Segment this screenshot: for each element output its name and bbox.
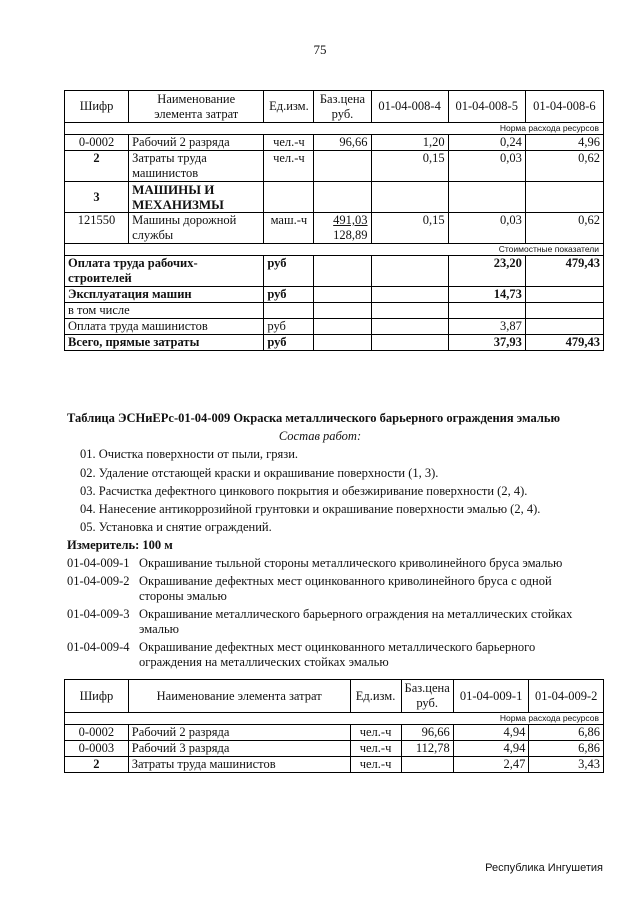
header-price: Баз.цена руб. <box>314 91 371 123</box>
cell-value: 0,62 <box>525 151 603 182</box>
cost-unit: руб <box>264 287 314 303</box>
section-title: Таблица ЭСНиЕРс-01-04-009 Окраска металлического барьерного ограждения эмалью <box>67 411 561 425</box>
item-text: Окрашивание дефектных мест оцинкованного металлического барьерного ограждения на металлических стойках эмалью <box>139 640 536 669</box>
cost-value <box>525 319 603 335</box>
header-col1: 01-04-008-4 <box>371 91 448 123</box>
cost-row <box>65 335 604 351</box>
cost-row <box>65 287 604 303</box>
cell-name: Рабочий 3 разряда <box>128 741 350 757</box>
table-row <box>65 741 604 757</box>
header-code: Шифр <box>65 91 129 123</box>
header-col2: 01-04-008-5 <box>448 91 525 123</box>
cost-unit: руб <box>264 335 314 351</box>
cell-unit: чел.-ч <box>350 757 401 773</box>
cell-price: 491,03 <box>333 213 368 227</box>
cell-price-secondary: 128,89 <box>333 228 368 242</box>
cost-unit: руб <box>264 256 314 287</box>
table-row <box>65 213 604 244</box>
cell-value: 0,15 <box>371 151 448 182</box>
cell-name: Рабочий 2 разряда <box>129 135 264 151</box>
cell-code: 121550 <box>65 213 129 244</box>
cost-value: 479,43 <box>525 256 603 287</box>
cell-name: Рабочий 2 разряда <box>128 725 350 741</box>
cell-value: 2,47 <box>453 757 529 773</box>
header-col3: 01-04-008-6 <box>525 91 603 123</box>
cost-value: 479,43 <box>525 335 603 351</box>
item-text: Окрашивание металлического барьерного ограждения на металлических стойках эмалью <box>139 607 573 636</box>
cell-value: 0,03 <box>448 213 525 244</box>
cost-unit: руб <box>264 319 314 335</box>
cell-value: 1,20 <box>371 135 448 151</box>
table-row <box>65 182 604 213</box>
work-item: 02. Удаление отстающей краски и окрашивание поверхности (1, 3). <box>80 466 439 480</box>
cost-value: 14,73 <box>448 287 525 303</box>
item-text: Окрашивание тыльной стороны металлического криволинейного бруса эмалью <box>139 556 563 570</box>
header-code: Шифр <box>65 680 129 713</box>
header-col2: 01-04-009-2 <box>529 680 604 713</box>
resource-table-2 <box>64 679 604 773</box>
cell-unit: чел.-ч <box>350 741 401 757</box>
cost-row <box>65 319 604 335</box>
cost-name: в том числе <box>65 303 264 319</box>
cost-value: 23,20 <box>448 256 525 287</box>
cost-row <box>65 256 604 287</box>
work-item: 04. Нанесение антикоррозийной грунтовки и окрашивание поверхности эмалью (2, 4). <box>80 502 541 516</box>
cell-value: 4,96 <box>525 135 603 151</box>
cell-value: 0,03 <box>448 151 525 182</box>
table-row <box>65 757 604 773</box>
cell-code: 2 <box>65 151 129 182</box>
cell-code: 2 <box>65 757 129 773</box>
header-unit: Ед.изм. <box>350 680 401 713</box>
item-code: 01-04-009-4 <box>67 640 130 654</box>
cell-code: 0-0002 <box>65 135 129 151</box>
cell-price <box>314 151 371 182</box>
cell-name: Затраты труда машинистов <box>128 757 350 773</box>
header-unit: Ед.изм. <box>264 91 314 123</box>
cell-value: 6,86 <box>529 741 604 757</box>
cost-value: 3,87 <box>448 319 525 335</box>
work-item: 01. Очистка поверхности от пыли, грязи. <box>80 447 299 461</box>
cost-name: Эксплуатация машин <box>65 287 264 303</box>
page-number: 75 <box>313 42 327 57</box>
cell-code: 0-0003 <box>65 741 129 757</box>
cost-name: Оплата труда машинистов <box>65 319 264 335</box>
cell-value: 0,15 <box>371 213 448 244</box>
cell-price: 96,66 <box>314 135 371 151</box>
cell-price: 112,78 <box>401 741 453 757</box>
table-row <box>65 725 604 741</box>
item-code: 01-04-009-3 <box>67 607 130 621</box>
cell-code: 3 <box>65 182 129 213</box>
cost-value <box>525 287 603 303</box>
item-text: Окрашивание дефектных мест оцинкованного криволинейного бруса с одной стороны эмалью <box>139 574 552 603</box>
header-name: Наименование элемента затрат <box>128 680 350 713</box>
cost-name: Оплата труда рабочих-строителей <box>65 256 264 287</box>
cell-value: 6,86 <box>529 725 604 741</box>
cost-row <box>65 303 604 319</box>
norm-label: Норма расхода ресурсов <box>65 713 604 725</box>
item-code: 01-04-009-1 <box>67 556 130 570</box>
cost-label: Стоимостные показатели <box>65 244 604 256</box>
cost-name: Всего, прямые затраты <box>65 335 264 351</box>
meter: Измеритель: 100 м <box>67 538 173 552</box>
cell-name: Затраты труда машинистов <box>129 151 264 182</box>
cell-price: 96,66 <box>401 725 453 741</box>
resource-table-1 <box>64 90 604 351</box>
header-name: Наименование элемента затрат <box>129 91 264 123</box>
item-code: 01-04-009-2 <box>67 574 130 588</box>
cell-unit: чел.-ч <box>264 151 314 182</box>
norm-label: Норма расхода ресурсов <box>65 123 604 135</box>
cell-unit: чел.-ч <box>264 135 314 151</box>
cell-value: 4,94 <box>453 741 529 757</box>
cell-unit: чел.-ч <box>350 725 401 741</box>
cost-value: 37,93 <box>448 335 525 351</box>
cell-code: 0-0002 <box>65 725 129 741</box>
cell-value: 4,94 <box>453 725 529 741</box>
footer-region: Республика Ингушетия <box>485 862 603 874</box>
cell-name: МАШИНЫ И МЕХАНИЗМЫ <box>129 182 264 213</box>
table-row <box>65 151 604 182</box>
header-col1: 01-04-009-1 <box>453 680 529 713</box>
cell-name: Машины дорожной службы <box>129 213 264 244</box>
cell-price <box>401 757 453 773</box>
table-row <box>65 135 604 151</box>
cell-unit: маш.-ч <box>264 213 314 244</box>
cell-value: 0,62 <box>525 213 603 244</box>
cell-value: 0,24 <box>448 135 525 151</box>
section-subtitle: Состав работ: <box>278 429 362 443</box>
cell-value: 3,43 <box>529 757 604 773</box>
work-item: 05. Установка и снятие ограждений. <box>80 520 272 534</box>
work-item: 03. Расчистка дефектного цинкового покрытия и обезжиривание поверхности (2, 4). <box>80 484 528 498</box>
header-price: Баз.цена руб. <box>401 680 453 713</box>
